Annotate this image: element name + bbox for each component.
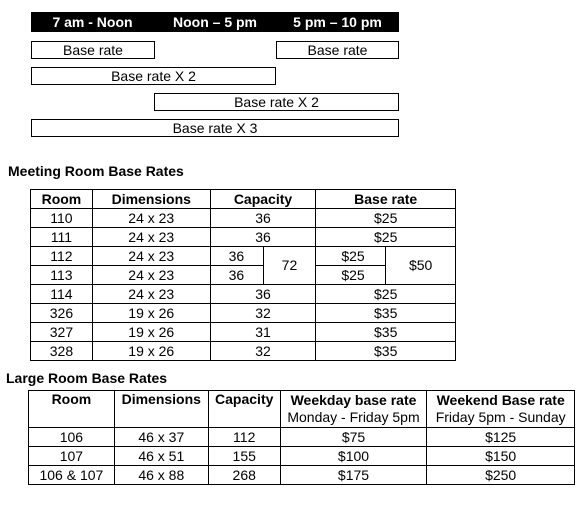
- weekend-rate-label: Weekend Base rate: [436, 392, 565, 408]
- table-row: [29, 447, 575, 466]
- dimensions-cell: 24 x 23: [92, 285, 210, 304]
- rate-bar-morning-afternoon: Base rate X 2: [31, 67, 276, 85]
- rate-cell: $25: [316, 228, 456, 247]
- room-cell: 106 & 107: [29, 466, 115, 485]
- table-row: [29, 428, 575, 447]
- table-row: [31, 247, 456, 266]
- column-header-capacity-label: Capacity: [215, 391, 274, 407]
- rate-cell: $25: [316, 247, 386, 266]
- rate-cell: $25: [316, 285, 456, 304]
- room-cell: 107: [29, 447, 115, 466]
- weekday-rate-cell: $100: [280, 447, 427, 466]
- weekday-rate-label: Weekday base rate: [290, 392, 417, 408]
- table-row: [31, 228, 456, 247]
- weekday-rate-cell: $175: [280, 466, 427, 485]
- column-header-room-label: Room: [51, 391, 92, 407]
- table-row: [31, 209, 456, 228]
- dimensions-cell: 24 x 23: [92, 247, 210, 266]
- combined-rate-cell: $50: [386, 247, 456, 285]
- column-header-dimensions: Dimensions: [92, 190, 210, 209]
- capacity-cell: 36: [210, 247, 263, 266]
- capacity-cell: 36: [210, 266, 263, 285]
- table-header-row: [31, 190, 456, 209]
- dimensions-cell: 24 x 23: [92, 209, 210, 228]
- capacity-cell: 268: [208, 466, 280, 485]
- dimensions-cell: 19 x 26: [92, 323, 210, 342]
- large-rooms-table: [28, 390, 575, 485]
- capacity-cell: 32: [210, 342, 316, 361]
- capacity-cell: 36: [210, 228, 316, 247]
- dimensions-cell: 46 x 51: [114, 447, 208, 466]
- weekday-rate-cell: $75: [280, 428, 427, 447]
- large-rooms-title: Large Room Base Rates: [6, 370, 168, 386]
- meeting-rooms-table: [30, 189, 456, 361]
- dimensions-cell: 46 x 37: [114, 428, 208, 447]
- capacity-cell: 31: [210, 323, 316, 342]
- rate-bar-morning: Base rate: [31, 41, 155, 59]
- timeslot-header-morning: 7 am - Noon: [31, 12, 154, 32]
- column-header-base-rate: Base rate: [316, 190, 456, 209]
- rate-cell: $35: [316, 342, 456, 361]
- dimensions-cell: 19 x 26: [92, 342, 210, 361]
- rate-cell: $25: [316, 209, 456, 228]
- room-cell: 327: [31, 323, 93, 342]
- weekend-rate-cell: $150: [427, 447, 575, 466]
- room-cell: 113: [31, 266, 93, 285]
- room-cell: 326: [31, 304, 93, 323]
- rate-bar-afternoon-evening: Base rate X 2: [154, 93, 399, 111]
- dimensions-cell: 24 x 23: [92, 228, 210, 247]
- column-header-weekend-rate: [427, 391, 575, 428]
- weekend-rate-hours: Friday 5pm - Sunday: [435, 409, 566, 425]
- column-header-room: Room: [31, 190, 93, 209]
- rate-bar-all-day: Base rate X 3: [31, 119, 399, 137]
- capacity-cell: 155: [208, 447, 280, 466]
- meeting-rooms-title: Meeting Room Base Rates: [8, 163, 184, 179]
- capacity-cell: 36: [210, 209, 316, 228]
- table-row: [31, 342, 456, 361]
- rate-cell: $35: [316, 304, 456, 323]
- table-row: [29, 466, 575, 485]
- dimensions-cell: 46 x 88: [114, 466, 208, 485]
- rate-cell: $25: [316, 266, 386, 285]
- rate-bar-evening: Base rate: [276, 41, 399, 59]
- dimensions-cell: 19 x 26: [92, 304, 210, 323]
- timeslot-header-evening: 5 pm – 10 pm: [276, 12, 399, 32]
- room-cell: 114: [31, 285, 93, 304]
- weekday-rate-hours: Monday - Friday 5pm: [287, 409, 420, 425]
- column-header-dimensions-label: Dimensions: [121, 391, 201, 407]
- weekend-rate-cell: $125: [427, 428, 575, 447]
- capacity-cell: 36: [210, 285, 316, 304]
- combined-capacity-cell: 72: [263, 247, 316, 285]
- table-header-row: [29, 391, 575, 428]
- table-row: [31, 285, 456, 304]
- room-cell: 328: [31, 342, 93, 361]
- column-header-weekday-rate: [280, 391, 427, 428]
- capacity-cell: 32: [210, 304, 316, 323]
- capacity-cell: 112: [208, 428, 280, 447]
- column-header-capacity: [208, 391, 280, 428]
- room-cell: 110: [31, 209, 93, 228]
- room-cell: 111: [31, 228, 93, 247]
- table-row: [31, 323, 456, 342]
- rate-cell: $35: [316, 323, 456, 342]
- column-header-capacity: Capacity: [210, 190, 316, 209]
- room-cell: 112: [31, 247, 93, 266]
- dimensions-cell: 24 x 23: [92, 266, 210, 285]
- room-cell: 106: [29, 428, 115, 447]
- table-row: [31, 304, 456, 323]
- timeslot-header-afternoon: Noon – 5 pm: [154, 12, 276, 32]
- weekend-rate-cell: $250: [427, 466, 575, 485]
- column-header-dimensions: [114, 391, 208, 428]
- column-header-room: [29, 391, 115, 428]
